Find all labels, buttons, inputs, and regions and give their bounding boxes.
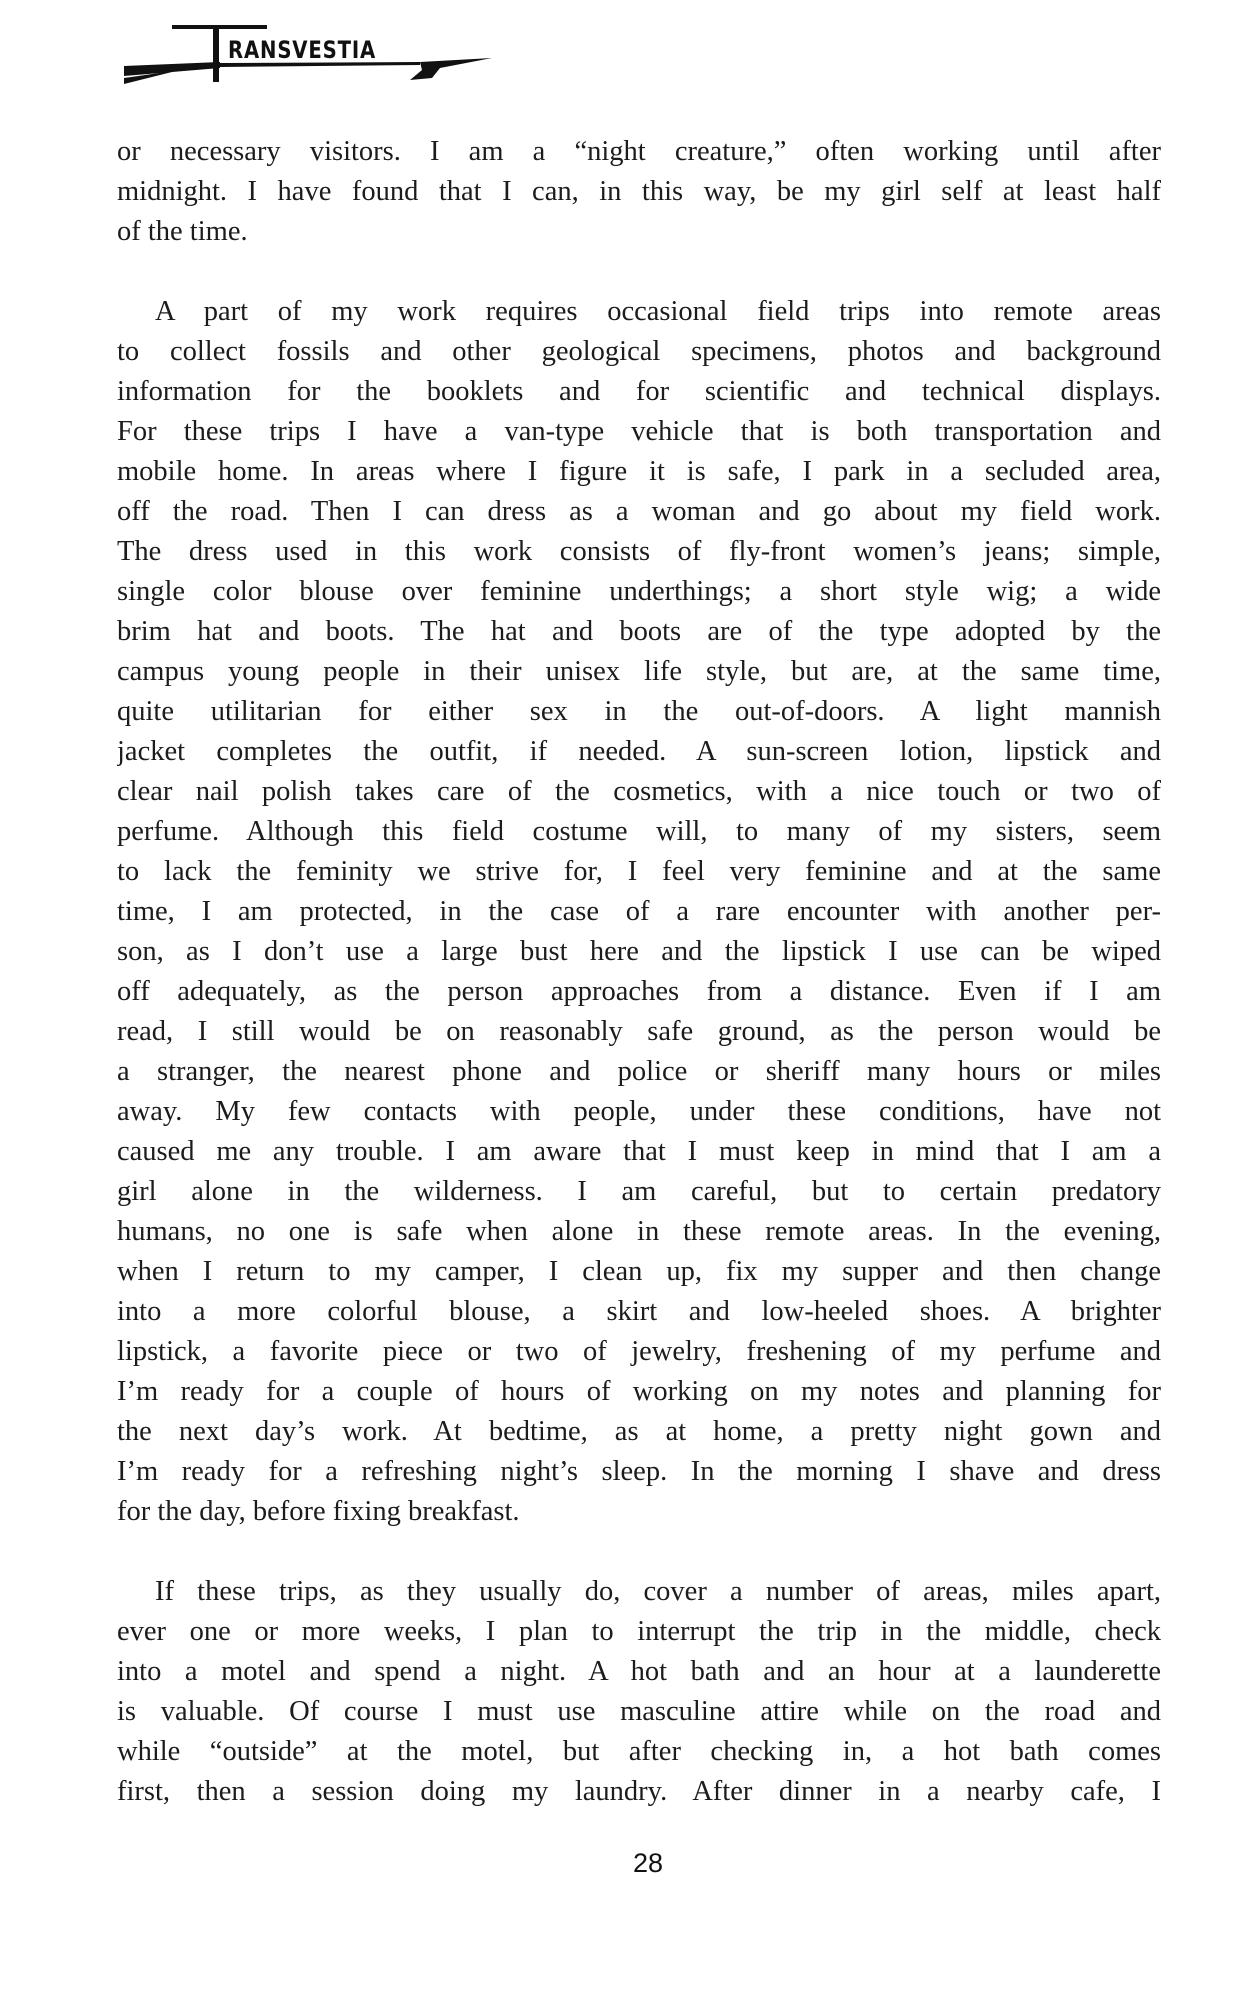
text-line: clear nail polish takes care of the cosmetics, with a nice touch or two of <box>117 776 1161 807</box>
masthead-title <box>228 35 376 65</box>
text-line: single color blouse over feminine underthings; a short style wig; a wide <box>117 576 1161 607</box>
text-line: mobile home. In areas where I figure it is safe, I park in a secluded area, <box>117 456 1161 487</box>
text-line: I’m ready for a couple of hours of working on my notes and planning for <box>117 1376 1161 1407</box>
body-text <box>117 132 1161 1812</box>
text-line: the next day’s work. At bedtime, as at home, a pretty night gown and <box>117 1416 1161 1447</box>
text-line: to lack the feminity we strive for, I feel very feminine and at the same <box>117 856 1161 887</box>
text-line: caused me any trouble. I am aware that I must keep in mind that I am a <box>117 1136 1161 1167</box>
text-line: brim hat and boots. The hat and boots are of the type adopted by the <box>117 616 1161 647</box>
text-line: or necessary visitors. I am a “night creature,” often working until after <box>117 136 1161 167</box>
paragraph <box>117 132 1161 252</box>
text-line: off the road. Then I can dress as a woman and go about my field work. <box>117 496 1161 527</box>
text-line: humans, no one is safe when alone in these remote areas. In the evening, <box>117 1216 1161 1247</box>
masthead-logo <box>120 20 500 90</box>
text-line: when I return to my camper, I clean up, fix my supper and then change <box>117 1256 1161 1287</box>
text-line: For these trips I have a van-type vehicle that is both transportation and <box>117 416 1161 447</box>
masthead-title-text: RANSVESTIA <box>228 36 377 64</box>
text-line: first, then a session doing my laundry. After dinner in a nearby cafe, I <box>117 1776 1161 1807</box>
text-line: time, I am protected, in the case of a rare encounter with another per- <box>117 896 1161 927</box>
text-line: ever one or more weeks, I plan to interrupt the trip in the middle, check <box>117 1616 1161 1647</box>
text-line: quite utilitarian for either sex in the out-of-doors. A light mannish <box>117 696 1161 727</box>
text-line: The dress used in this work consists of fly-front women’s jeans; simple, <box>117 536 1161 567</box>
text-line: perfume. Although this field costume will, to many of my sisters, seem <box>117 816 1161 847</box>
text-line: away. My few contacts with people, under these conditions, have not <box>117 1096 1161 1127</box>
text-line: is valuable. Of course I must use masculine attire while on the road and <box>117 1696 1161 1727</box>
text-line: while “outside” at the motel, but after checking in, a hot bath comes <box>117 1736 1161 1767</box>
paragraph-spacer <box>117 252 1161 292</box>
text-line: to collect fossils and other geological specimens, photos and background <box>117 336 1161 367</box>
paragraph <box>117 292 1161 1532</box>
text-line: into a motel and spend a night. A hot bath and an hour at a launderette <box>117 1656 1161 1687</box>
text-line: son, as I don’t use a large bust here and the lipstick I use can be wiped <box>117 936 1161 967</box>
text-line: lipstick, a favorite piece or two of jewelry, freshening of my perfume and <box>117 1336 1161 1367</box>
paragraph <box>117 1572 1161 1812</box>
text-line: into a more colorful blouse, a skirt and low-heeled shoes. A brighter <box>117 1296 1161 1327</box>
text-line: A part of my work requires occasional field trips into remote areas <box>155 296 1161 327</box>
text-line: read, I still would be on reasonably safe ground, as the person would be <box>117 1016 1161 1047</box>
text-line: If these trips, as they usually do, cover a number of areas, miles apart, <box>155 1576 1161 1607</box>
paragraph-spacer <box>117 1532 1161 1572</box>
text-line: for the day, before fixing breakfast. <box>117 1496 520 1527</box>
page-number: 28 <box>632 1848 664 1878</box>
text-line: of the time. <box>117 216 248 247</box>
text-line: girl alone in the wilderness. I am careful, but to certain predatory <box>117 1176 1161 1207</box>
text-line: campus young people in their unisex life style, but are, at the same time, <box>117 656 1161 687</box>
text-line: midnight. I have found that I can, in this way, be my girl self at least half <box>117 176 1161 207</box>
text-line: off adequately, as the person approaches from a distance. Even if I am <box>117 976 1161 1007</box>
text-line: information for the booklets and for scientific and technical displays. <box>117 376 1161 407</box>
text-line: a stranger, the nearest phone and police or sheriff many hours or miles <box>117 1056 1161 1087</box>
text-line: jacket completes the outfit, if needed. A sun-screen lotion, lipstick and <box>117 736 1161 767</box>
text-line: I’m ready for a refreshing night’s sleep. In the morning I shave and dress <box>117 1456 1161 1487</box>
